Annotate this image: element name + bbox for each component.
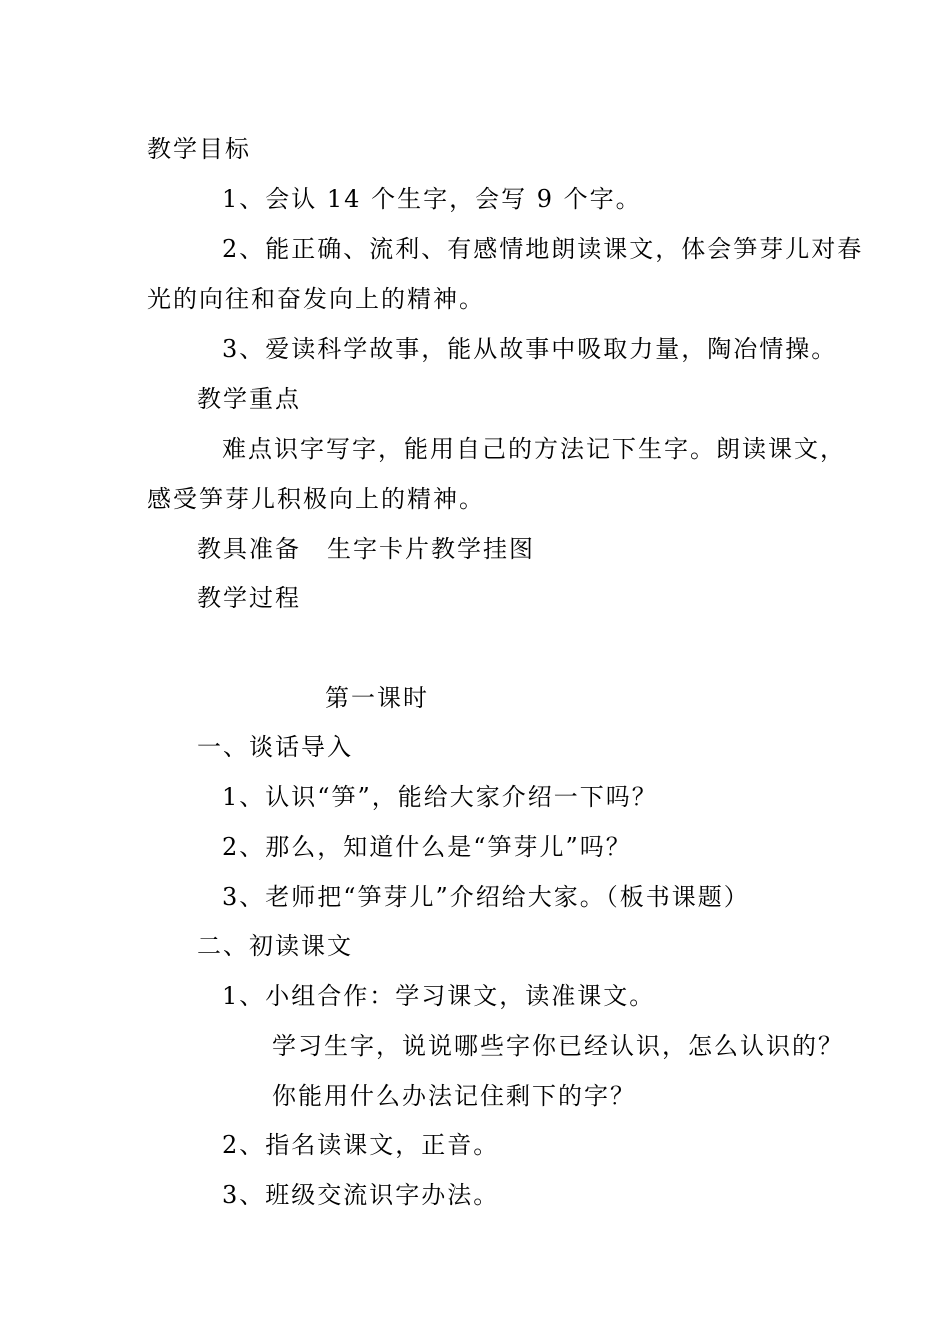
teaching-tools: 教具准备 生字卡片教学挂图 [197, 535, 535, 563]
section-1-heading: 一、谈话导入 [197, 733, 353, 761]
section-2-item-2: 2、指名读课文，正音。 [222, 1131, 500, 1159]
section-1-item-3: 3、老师把“笋芽儿”介绍给大家。（板书课题） [222, 883, 750, 911]
section-1-item-1: 1、认识“笋”，能给大家介绍一下吗？ [222, 783, 658, 811]
goal-item-3: 3、爱读科学故事，能从故事中吸取力量，陶冶情操。 [222, 335, 838, 363]
key-points-heading: 教学重点 [197, 385, 301, 413]
goal-item-2-line-1: 2、能正确、流利、有感情地朗读课文，体会笋芽儿对春 [222, 235, 864, 263]
goals-heading: 教学目标 [147, 135, 251, 163]
section-2-heading: 二、初读课文 [197, 932, 353, 960]
key-points-line-2: 感受笋芽儿积极向上的精神。 [147, 485, 485, 513]
process-heading: 教学过程 [197, 584, 301, 612]
lesson-title: 第一课时 [325, 684, 429, 712]
section-2-item-1-sub-1: 学习生字，说说哪些字你已经认识，怎么认识的？ [272, 1032, 844, 1060]
section-2-item-3: 3、班级交流识字办法。 [222, 1181, 500, 1209]
goal-item-1: 1、会认 14 个生字，会写 9 个字。 [222, 185, 642, 213]
key-points-line-1: 难点识字写字，能用自己的方法记下生字。朗读课文， [222, 435, 846, 463]
section-2-item-1: 1、小组合作：学习课文，读准课文。 [222, 982, 656, 1010]
section-2-item-1-sub-2: 你能用什么办法记住剩下的字？ [272, 1082, 636, 1110]
goal-item-2-line-2: 光的向往和奋发向上的精神。 [147, 285, 485, 313]
section-1-item-2: 2、那么，知道什么是“笋芽儿”吗？ [222, 833, 632, 861]
